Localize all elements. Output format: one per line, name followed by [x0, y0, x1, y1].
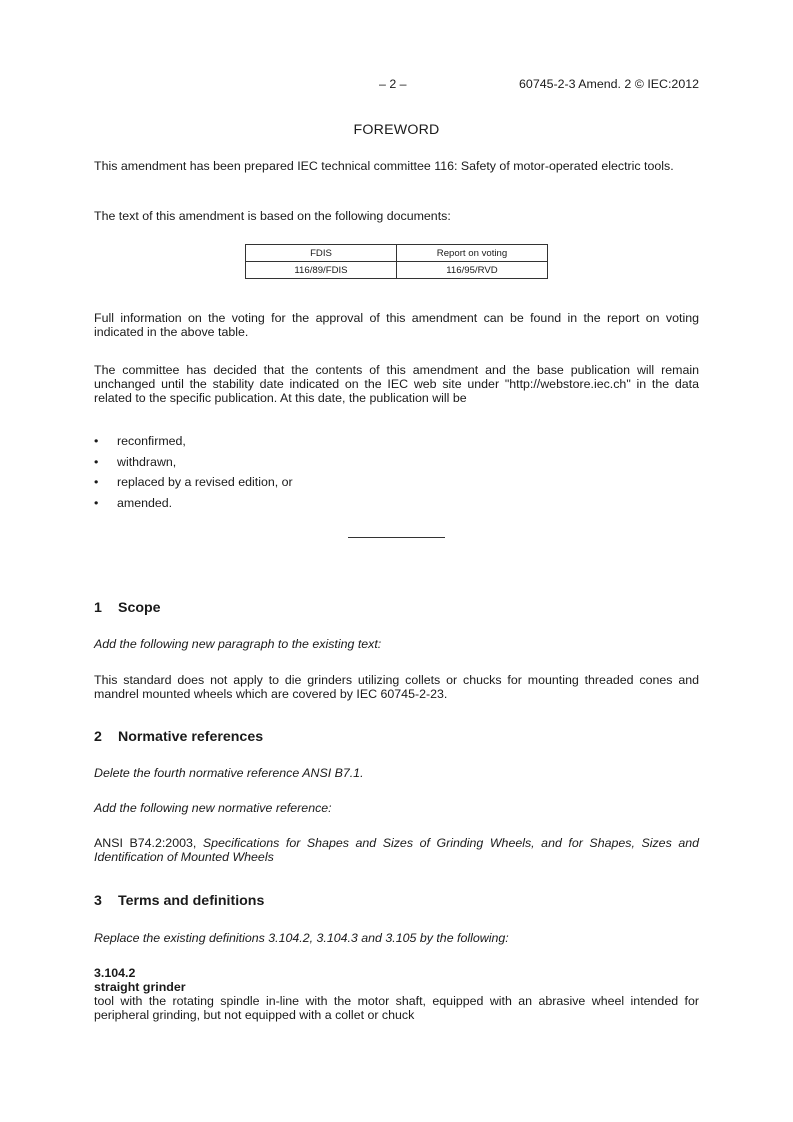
- list-item: • amended.: [94, 495, 173, 510]
- publication-options-list-wrapper: [94, 434, 699, 516]
- section-2-heading: [94, 729, 699, 745]
- section-2-instruction-2: Add the following new normative reference:: [94, 801, 332, 815]
- section-3-heading: [94, 893, 699, 909]
- section-3-instruction: Replace the existing definitions 3.104.2, 3.104.3 and 3.105 by the following:: [94, 931, 509, 945]
- table-header-cell: FDIS: [246, 245, 397, 262]
- bullet-icon: •: [94, 454, 99, 469]
- bullet-icon: •: [94, 475, 99, 489]
- section-number: 3: [94, 893, 102, 909]
- bullet-icon: •: [94, 434, 99, 448]
- section-divider: [348, 537, 445, 538]
- term-number: 3.104.2: [94, 966, 136, 980]
- normative-reference: [94, 836, 699, 864]
- list-item: • replaced by a revised edition, or: [94, 475, 293, 489]
- document-reference: 60745-2-3 Amend. 2 © IEC:2012: [519, 77, 699, 91]
- foreword-title: FOREWORD: [353, 122, 440, 138]
- reference-title: Specifications for Shapes and Sizes of Grinding Wheels, and for Shapes, Sizes and Identification of Mounted Wheels: [94, 836, 699, 864]
- table-row: [246, 262, 548, 279]
- section-title: Terms and definitions: [118, 893, 265, 909]
- term-name: straight grinder: [94, 980, 186, 994]
- term-definition: tool with the rotating spindle in-line with the motor shaft, equipped with an abrasive wheel intended for peripheral grinding, but not equipped with a collet or chuck: [94, 994, 699, 1022]
- section-number: 1: [94, 600, 102, 616]
- foreword-paragraph-4: The committee has decided that the contents of this amendment and the base publication will remain unchanged until the stability date indicated on the IEC web site under "http://webstore.iec.ch" in the data related to the specific publication. At this date, the publication will be: [94, 363, 699, 405]
- section-2-instruction-1: Delete the fourth normative reference ANSI B7.1.: [94, 766, 364, 780]
- section-title: Scope: [118, 600, 161, 616]
- section-1-text: This standard does not apply to die grinders utilizing collets or chucks for mounting threaded cones and mandrel mounted wheels which are covered by IEC 60745-2-23.: [94, 673, 699, 701]
- bullet-icon: •: [94, 495, 99, 510]
- table-header-cell: Report on voting: [397, 245, 548, 262]
- section-number: 2: [94, 729, 102, 745]
- table-cell: 116/95/RVD: [397, 262, 548, 279]
- list-item: • reconfirmed,: [94, 434, 186, 448]
- voting-table-wrapper: [245, 244, 548, 279]
- section-1-heading: [94, 600, 699, 616]
- publication-options-list: [94, 434, 699, 516]
- section-title: Normative references: [118, 729, 264, 745]
- foreword-paragraph-3: Full information on the voting for the approval of this amendment can be found in the report on voting indicated in the above table.: [94, 311, 699, 339]
- page-number: – 2 –: [379, 77, 407, 91]
- term-entry: [94, 966, 699, 1022]
- reference-code: ANSI B74.2:2003,: [94, 836, 203, 850]
- section-1-instruction: Add the following new paragraph to the existing text:: [94, 637, 382, 651]
- table-header-row: [246, 245, 548, 262]
- foreword-paragraph-1: This amendment has been prepared IEC technical committee 116: Safety of motor-operated electric tools.: [94, 159, 674, 173]
- list-item: • withdrawn,: [94, 454, 177, 469]
- foreword-paragraph-2: The text of this amendment is based on the following documents:: [94, 209, 451, 223]
- page-header: [94, 77, 699, 93]
- voting-table: [245, 244, 548, 279]
- table-cell: 116/89/FDIS: [246, 262, 397, 279]
